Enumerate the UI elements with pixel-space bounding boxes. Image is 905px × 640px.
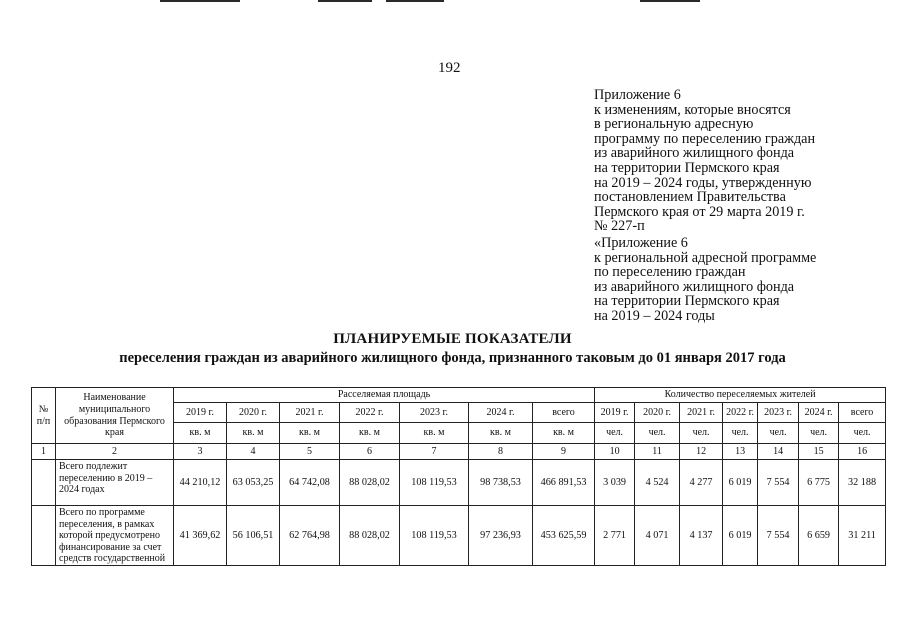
header-resident-year: 2019 г. xyxy=(595,403,635,423)
column-index: 16 xyxy=(839,444,886,460)
column-index: 8 xyxy=(469,444,533,460)
area-value: 63 053,25 xyxy=(227,460,280,506)
residents-value: 6 659 xyxy=(799,506,839,566)
area-value: 108 119,53 xyxy=(400,460,469,506)
area-value: 64 742,08 xyxy=(280,460,340,506)
header-area-unit: кв. м xyxy=(174,423,227,444)
residents-value: 6 019 xyxy=(723,460,758,506)
residents-value: 2 771 xyxy=(595,506,635,566)
appendix-line: к региональной адресной программе xyxy=(594,249,817,266)
header-resident-total: всего xyxy=(839,403,886,423)
indicators-table xyxy=(31,387,886,566)
header-resident-year: 2022 г. xyxy=(723,403,758,423)
scan-edge-line xyxy=(640,0,700,2)
area-value: 108 119,53 xyxy=(400,506,469,566)
header-area-unit: кв. м xyxy=(340,423,400,444)
scan-edge-line xyxy=(318,0,372,2)
header-resident-year: 2023 г. xyxy=(758,403,799,423)
header-area-unit: кв. м xyxy=(280,423,340,444)
header-municipality: Наименование муниципального образования Пермского края xyxy=(56,388,174,444)
header-area-total: всего xyxy=(533,403,595,423)
appendix-line: из аварийного жилищного фонда xyxy=(594,278,795,295)
header-area-unit: кв. м xyxy=(400,423,469,444)
column-index: 4 xyxy=(227,444,280,460)
residents-value: 6 775 xyxy=(799,460,839,506)
header-area-year: 2022 г. xyxy=(340,403,400,423)
header-area-year: 2021 г. xyxy=(280,403,340,423)
residents-value: 4 277 xyxy=(680,460,723,506)
header-area-year: 2020 г. xyxy=(227,403,280,423)
residents-total: 31 211 xyxy=(839,506,886,566)
header-resident-unit: чел. xyxy=(839,423,886,444)
header-resident-unit: чел. xyxy=(595,423,635,444)
column-index: 15 xyxy=(799,444,839,460)
appendix-header xyxy=(594,88,815,234)
residents-value: 4 524 xyxy=(635,460,680,506)
area-value: 88 028,02 xyxy=(340,460,400,506)
column-index: 9 xyxy=(533,444,595,460)
appendix-line: на территории Пермского края xyxy=(594,159,780,176)
appendix-line: по переселению граждан xyxy=(594,264,746,281)
area-value: 88 028,02 xyxy=(340,506,400,566)
header-area-year: 2023 г. xyxy=(400,403,469,423)
appendix-line: программу по переселению граждан xyxy=(594,130,816,147)
header-resident-unit: чел. xyxy=(635,423,680,444)
row-number xyxy=(32,506,56,566)
residents-value: 4 137 xyxy=(680,506,723,566)
appendix-line: на 2019 – 2024 годы, утвержденную xyxy=(594,174,812,191)
column-index: 5 xyxy=(280,444,340,460)
row-number xyxy=(32,460,56,506)
scan-edge-line xyxy=(386,0,444,2)
header-number: № п/п xyxy=(32,388,56,444)
header-resident-unit: чел. xyxy=(758,423,799,444)
column-index: 3 xyxy=(174,444,227,460)
appendix-line: в региональную адресную xyxy=(594,116,754,133)
appendix-line: Приложение 6 xyxy=(594,87,681,103)
appendix-quote xyxy=(594,236,816,324)
appendix-line: «Приложение 6 xyxy=(594,235,688,251)
appendix-line: Пермского края от 29 марта 2019 г. xyxy=(594,203,805,220)
residents-total: 32 188 xyxy=(839,460,886,506)
header-resident-year: 2021 г. xyxy=(680,403,723,423)
header-resident-year: 2020 г. xyxy=(635,403,680,423)
table-row xyxy=(32,506,886,566)
area-value: 98 738,53 xyxy=(469,460,533,506)
column-index: 2 xyxy=(56,444,174,460)
residents-value: 7 554 xyxy=(758,460,799,506)
column-index: 1 xyxy=(32,444,56,460)
appendix-line: № 227-п xyxy=(594,218,645,235)
header-area-unit: кв. м xyxy=(227,423,280,444)
header-resident-unit: чел. xyxy=(680,423,723,444)
area-value: 44 210,12 xyxy=(174,460,227,506)
page-number: 192 xyxy=(438,60,461,76)
header-resident-year: 2024 г. xyxy=(799,403,839,423)
header-resident-unit: чел. xyxy=(723,423,758,444)
area-value: 56 106,51 xyxy=(227,506,280,566)
appendix-line: на территории Пермского края xyxy=(594,293,780,310)
header-area-year: 2019 г. xyxy=(174,403,227,423)
appendix-line: к изменениям, которые вносятся xyxy=(594,101,791,118)
column-index: 14 xyxy=(758,444,799,460)
column-index: 7 xyxy=(400,444,469,460)
table-row xyxy=(32,460,886,506)
header-area-unit: кв. м xyxy=(533,423,595,444)
residents-value: 6 019 xyxy=(723,506,758,566)
header-residents-group: Количество переселяемых жителей xyxy=(595,388,886,403)
area-total: 466 891,53 xyxy=(533,460,595,506)
area-total: 453 625,59 xyxy=(533,506,595,566)
area-value: 97 236,93 xyxy=(469,506,533,566)
appendix-line: на 2019 – 2024 годы xyxy=(594,307,715,324)
document-title: ПЛАНИРУЕМЫЕ ПОКАЗАТЕЛИ xyxy=(333,331,572,347)
header-resident-unit: чел. xyxy=(799,423,839,444)
residents-value: 7 554 xyxy=(758,506,799,566)
column-index-row xyxy=(32,444,886,460)
row-municipality: Всего по программе переселения, в рамках которой предусмотрено финансирование за счет средств государственной xyxy=(56,506,174,566)
header-area-year: 2024 г. xyxy=(469,403,533,423)
document-subtitle: переселения граждан из аварийного жилищного фонда, признанного таковым до 01 января 2017 года xyxy=(119,350,786,366)
appendix-line: из аварийного жилищного фонда xyxy=(594,145,795,162)
header-area-group: Расселяемая площадь xyxy=(174,388,595,403)
appendix-line: постановлением Правительства xyxy=(594,189,786,206)
column-index: 12 xyxy=(680,444,723,460)
area-value: 62 764,98 xyxy=(280,506,340,566)
column-index: 6 xyxy=(340,444,400,460)
residents-value: 4 071 xyxy=(635,506,680,566)
column-index: 11 xyxy=(635,444,680,460)
header-area-unit: кв. м xyxy=(469,423,533,444)
area-value: 41 369,62 xyxy=(174,506,227,566)
row-municipality: Всего подлежит переселению в 2019 – 2024 годах xyxy=(56,460,174,506)
column-index: 13 xyxy=(723,444,758,460)
scan-edge-line xyxy=(160,0,240,2)
residents-value: 3 039 xyxy=(595,460,635,506)
column-index: 10 xyxy=(595,444,635,460)
